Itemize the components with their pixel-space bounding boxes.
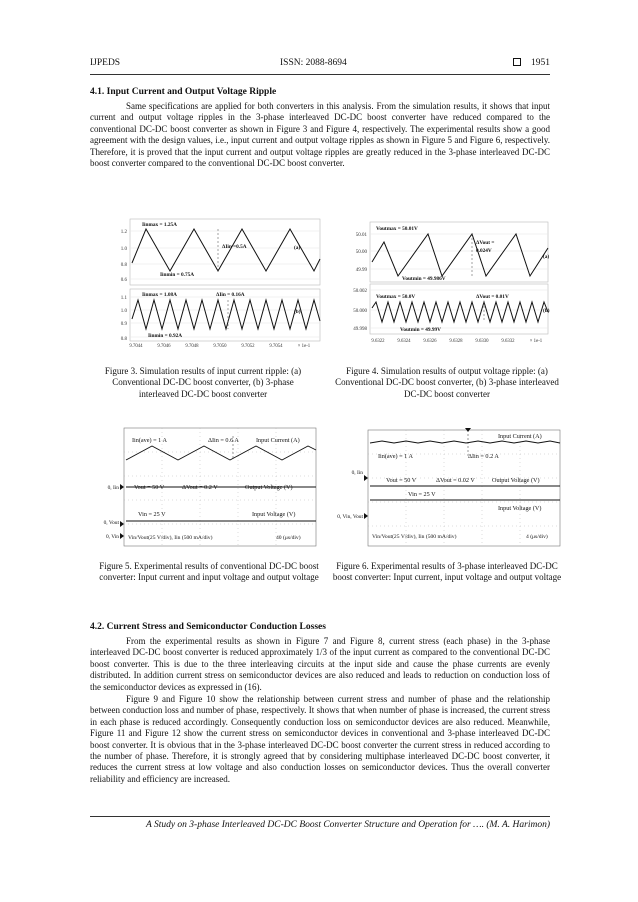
- fig5-scale: Vin/Vout(25 V/div), Iin (500 mA/div): [128, 535, 213, 541]
- fig4-a-min: Voutmin = 49.986V: [402, 276, 446, 282]
- figure-4-plot: [336, 218, 558, 348]
- fig3-ytick-b: 0.9: [120, 322, 127, 327]
- figure-6-scope: [330, 428, 564, 550]
- fig6-trace-current: Input Current (A): [498, 433, 542, 440]
- fig4-ytick-a: 50.01: [355, 233, 367, 238]
- fig3-ytick-b: 1.0: [120, 309, 127, 314]
- section-4-2-text-1: From the experimental results as shown in Figure 7 and Figure 8, current stress (each phase) in the 3-phase interleaved DC-DC boost converter is reduced approximately 1/3 of the input current as compared to the conventional DC-DC boost converter. This is due to the three interleaving circuits at the input side and cause the phase currents are evenly distributed. In addition current stress on semiconductor devices are also reduced and leads to reduction on conduction loss of the semiconductor devices as expressed in (16).: [90, 636, 550, 692]
- fig4-ytick-a: 50.00: [355, 250, 367, 255]
- page-number: 1951: [531, 58, 550, 68]
- fig6-vin: Vin = 25 V: [408, 491, 436, 498]
- fig3-xtick: 9.7050: [213, 344, 227, 349]
- fig4-ytick-b: 49.998: [353, 327, 367, 332]
- fig6-delta-iin: ΔIin = 0.2 A: [468, 453, 499, 460]
- fig4-b-delta: ΔVout = 0.01V: [476, 294, 509, 300]
- figure-3-caption: Figure 3. Simulation results of input current ripple: (a) Conventional DC-DC boost converter, (b) 3-phase interleaved DC-DC boost converter: [104, 366, 302, 399]
- fig6-vout: Vout = 50 V: [386, 477, 417, 484]
- fig3-xtick: 9.7054: [269, 344, 283, 349]
- fig5-delta-vout: ΔVout = 0.2 V: [182, 484, 218, 491]
- fig4-ytick-b: 50.002: [353, 289, 367, 294]
- fig5-vout: Vout = 50 V: [134, 484, 165, 491]
- fig6-trace-output: Output Voltage (V): [492, 477, 540, 484]
- figure-6: [330, 428, 564, 550]
- fig5-marker-vin: 0, Vin: [105, 534, 119, 540]
- fig3-b-min: Iinmin = 0.92A: [148, 333, 183, 339]
- section-4-2-text-2: Figure 9 and Figure 10 show the relationship between current stress and number of phase and the relationship between conduction loss and number of phase, respectively. It shows that when number of phase is increased, the current stress in each phase is reduced accordingly. Consequently conduction loss on semiconductor devices are also reduced. Meanwhile, Figure 11 and Figure 12 show the current stress on semiconductor devices in conventional and 3-phase interleaved DC-DC boost converter. It is obvious that in the 3-phase interleaved DC-DC boost converter the current stress in reduced according to the number of phase. Therefore, it is strongly agreed that by considering multiphase interleaved DC-DC boost converter, it reduces the current stress at low voltage and also conduction losses on semiconductor devices. Thus the overall converter reliability and efficiency are increased.: [90, 694, 550, 784]
- fig5-delta-iin: ΔIin = 0.6 A: [208, 437, 239, 444]
- fig6-trace-input: Input Voltage (V): [498, 505, 542, 512]
- fig3-xtick: 9.7052: [241, 344, 255, 349]
- checkbox-icon: [513, 58, 521, 66]
- fig3-ytick-a: 0.8: [120, 263, 127, 268]
- header-rule: [90, 74, 550, 75]
- fig5-vin: Vin = 25 V: [138, 511, 166, 518]
- figure-3: [108, 213, 328, 373]
- fig4-xtick: 9.6328: [449, 339, 463, 344]
- fig5-time: 40 (μs/div): [276, 535, 301, 541]
- figure-5: [90, 426, 322, 552]
- fig6-scale: Vin/Vout(25 V/div), Iin (500 mA/div): [372, 534, 457, 540]
- fig3-a-delta: ΔIin =0.5A: [222, 244, 247, 250]
- fig3-ytick-a: 0.6: [120, 278, 127, 283]
- figure-6-caption: Figure 6. Experimental results of 3-phase interleaved DC-DC boost converter: Input current, input voltage and output voltage: [332, 561, 562, 583]
- fig3-ytick-b: 1.1: [120, 296, 127, 301]
- fig5-marker-vout: 0, Vout: [103, 520, 119, 526]
- section-4-2-paragraph-1: [90, 636, 550, 693]
- fig5-iin: Iin(ave) = 1 A: [132, 437, 167, 444]
- fig4-label-a: (a): [543, 254, 550, 260]
- fig4-b-min: Voutmin = 49.99V: [400, 327, 441, 333]
- fig3-b-max: Iinmax = 1.08A: [142, 292, 177, 298]
- fig4-xscale: × 1e-1: [529, 339, 543, 344]
- fig4-xtick: 9.6330: [475, 339, 489, 344]
- fig4-ytick-a: 49.99: [355, 268, 367, 273]
- fig5-trace-current: Input Current (A): [256, 437, 300, 444]
- fig4-xtick: 9.6322: [371, 339, 385, 344]
- fig4-xtick: 9.6324: [397, 339, 411, 344]
- fig4-ytick-b: 50.000: [353, 309, 367, 314]
- fig4-a-delta-1: ΔVout =: [476, 240, 495, 246]
- running-footer: A Study on 3-phase Interleaved DC-DC Boost Converter Structure and Operation for …. (M. A. Harimon): [145, 820, 550, 830]
- fig4-label-b: (b): [543, 308, 550, 314]
- figure-5-scope: [90, 426, 322, 552]
- figure-5-caption: Figure 5. Experimental results of conventional DC-DC boost converter: Input current and input voltage and output voltage: [99, 561, 319, 583]
- fig3-xtick: 9.7048: [185, 344, 199, 349]
- fig6-time: 4 (μs/div): [526, 534, 548, 540]
- fig3-ytick-a: 1.0: [120, 247, 127, 252]
- fig6-delta-vout: ΔVout = 0.02 V: [436, 477, 475, 484]
- footer-rule: [90, 816, 550, 817]
- page-number-block: [513, 58, 550, 68]
- fig3-xtick: 9.7046: [157, 344, 171, 349]
- fig3-xtick: 9.7044: [129, 344, 143, 349]
- fig3-label-a: (a): [294, 245, 301, 251]
- fig4-a-delta-2: 0.024V: [476, 248, 492, 254]
- fig5-trace-input: Input Voltage (V): [252, 511, 296, 518]
- section-title-4-1: 4.1. Input Current and Output Voltage Ripple: [90, 87, 277, 97]
- section-4-2-paragraph-2: [90, 694, 550, 785]
- fig6-iin: Iin(ave) = 1 A: [378, 453, 413, 460]
- section-4-1-paragraph: [90, 101, 550, 169]
- fig4-b-max: Voutmax = 50.0V: [376, 294, 416, 300]
- figure-3-plot: [108, 213, 328, 373]
- section-4-1-text: Same specifications are applied for both converters in this analysis. From the simulation results, it shows that input current and output voltage ripples in the 3-phase interleaved DC-DC boost converter have reduced compared to the conventional DC-DC boost converter as shown in Figure 3 and Figure 4, respectively. The experimental results show a good agreement with the design values, i.e., input current and output voltage ripples as shown in Figure 5 and Figure 6, respectively. Therefore, it is proved that the input current and output voltage ripples are greatly reduced in the 3-phase interleaved DC-DC boost converter compared to the conventional DC-DC boost converter.: [90, 101, 550, 169]
- fig5-marker-iin: 0, Iin: [107, 485, 119, 491]
- fig6-marker-iin: 0, Iin: [351, 470, 363, 476]
- fig3-b-delta: ΔIin = 0.16A: [216, 292, 245, 298]
- fig3-ytick-a: 1.2: [120, 230, 127, 235]
- fig3-a-max: Iinmax = 1.25A: [142, 222, 177, 228]
- fig3-label-b: (b): [294, 309, 301, 315]
- section-title-4-2: 4.2. Current Stress and Semiconductor Conduction Losses: [90, 622, 326, 632]
- fig5-trace-output: Output Voltage (V): [245, 484, 293, 491]
- issn: ISSN: 2088-8694: [280, 58, 347, 68]
- journal-name: IJPEDS: [90, 58, 121, 68]
- figure-4-caption: Figure 4. Simulation results of output voltage ripple: (a) Conventional DC-DC boost converter, (b) 3-phase interleaved DC-DC boost converter: [335, 366, 559, 399]
- fig3-a-min: Iinmin = 0.75A: [160, 272, 195, 278]
- fig3-xscale: × 1e-1: [297, 344, 311, 349]
- fig4-xtick: 9.6326: [423, 339, 437, 344]
- fig6-marker-vin-vout: 0, Vin, Vout: [337, 514, 363, 520]
- running-header: [90, 58, 550, 72]
- fig3-ytick-b: 0.8: [120, 337, 127, 342]
- figure-4: [336, 218, 558, 348]
- fig4-a-max: Voutmax = 50.01V: [376, 226, 418, 232]
- fig4-xtick: 9.6332: [501, 339, 515, 344]
